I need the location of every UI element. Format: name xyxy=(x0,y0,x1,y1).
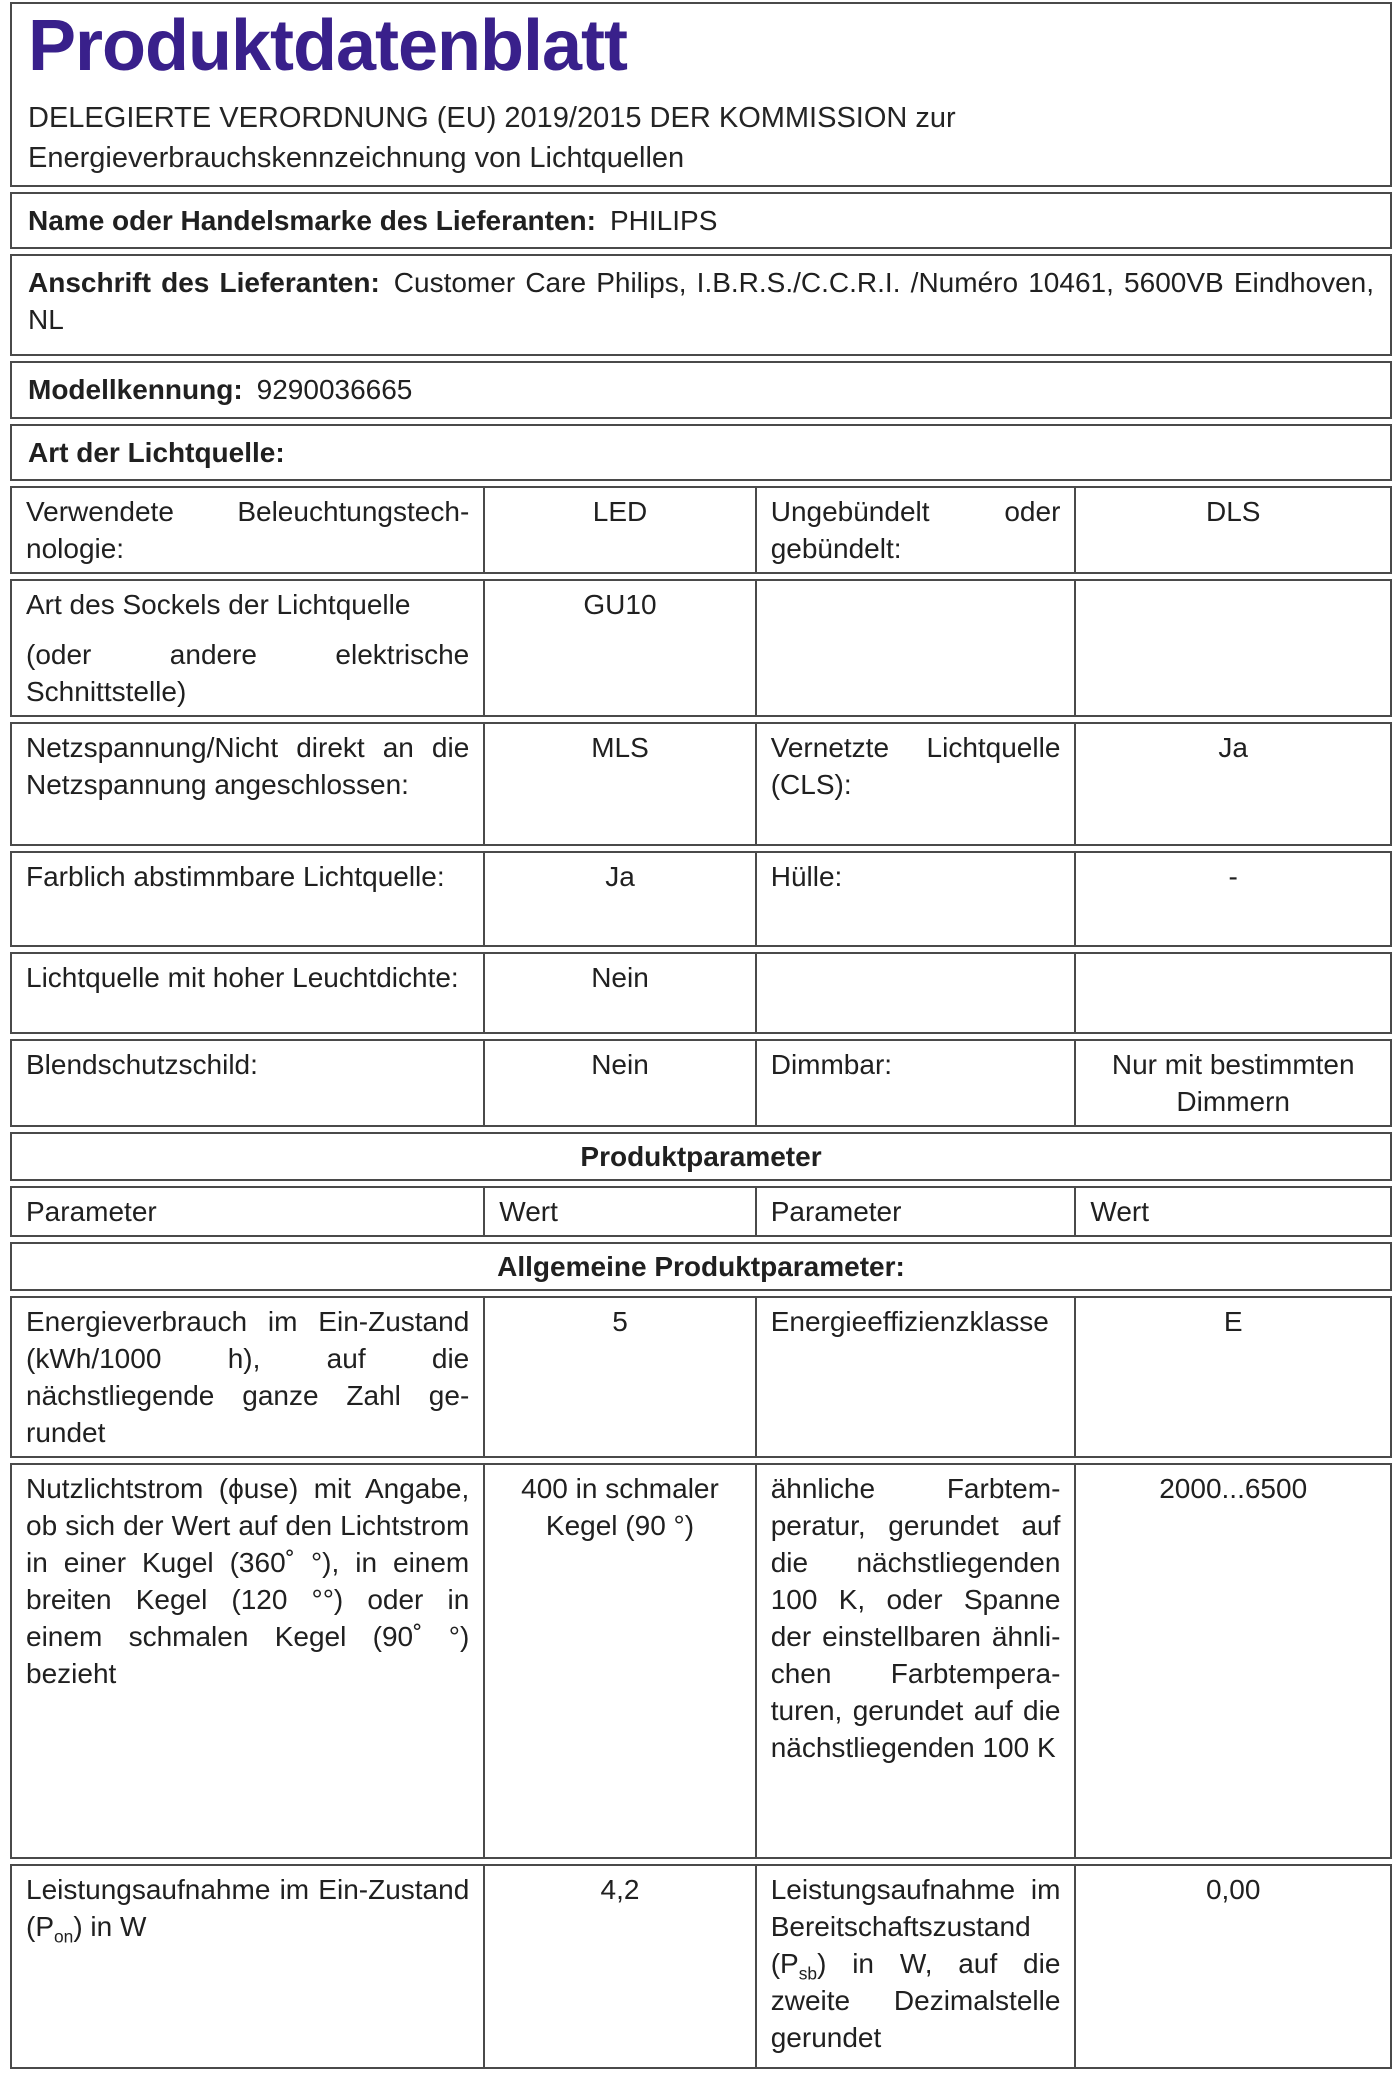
light-source-type-row xyxy=(10,424,1392,481)
param-row-luminous-flux xyxy=(10,1463,1392,1859)
param-value: LED xyxy=(592,496,648,527)
param-value: 4,2 xyxy=(600,1874,640,1905)
param-value-cell xyxy=(1074,853,1390,945)
supplier-name-row xyxy=(10,192,1392,249)
supplier-name-line xyxy=(28,202,1374,239)
model-id-value: 9290036665 xyxy=(256,374,413,405)
param-value-cell xyxy=(483,488,754,572)
param-label-post: ) in W xyxy=(73,1911,147,1942)
param-label: Nutzlichtstrom (ϕuse) mit Angabe, ob sich der Wert auf den Lichtstrom in einer Kugel (360˚ °), in einem breiten Kegel (120 °°) oder in einem schmalen Kegel (90˚ °) bezieht xyxy=(26,1473,470,1689)
param-label-cell xyxy=(755,853,1075,945)
param-label: Lichtquelle mit hoher Leuchtdichte: xyxy=(26,962,459,993)
supplier-address-label: Anschrift des Lieferanten: xyxy=(28,267,380,298)
param-value-cell xyxy=(1074,488,1390,572)
param-value: E xyxy=(1223,1306,1243,1337)
param-value: 400 in schmaler Kegel (90 °) xyxy=(521,1473,719,1541)
param-label-subscript: on xyxy=(54,1926,74,1947)
param-label-post: ) in W, auf die zweite Dezimalstelle gerundet xyxy=(770,1948,1061,2053)
spec-row-colour-tunable xyxy=(10,851,1392,947)
param-value-cell xyxy=(483,1465,754,1857)
param-label-cell xyxy=(755,1465,1075,1857)
param-row-power xyxy=(10,1864,1392,2069)
column-header: Wert xyxy=(499,1196,558,1227)
supplier-address-row xyxy=(10,254,1392,356)
param-label: Energieverbrauch im Ein-Zustand (kWh/1000 h), auf die nächstliegende ganze Zahl gerundet xyxy=(26,1306,470,1448)
spec-row-mains xyxy=(10,722,1392,846)
param-label: Art des Sockels der Lichtquelle xyxy=(26,589,411,620)
param-label-cell xyxy=(755,1041,1075,1125)
param-label-cell xyxy=(755,581,1075,715)
light-source-type-label: Art der Lichtquelle: xyxy=(28,437,285,468)
header-section xyxy=(10,2,1392,187)
regulation-subtitle-line2: Energieverbrauchskennzeichnung von Lichtquellen xyxy=(28,142,685,175)
param-label: Energieeffizienzklasse xyxy=(770,1306,1049,1337)
spec-row-technology xyxy=(10,486,1392,574)
column-header: Parameter xyxy=(26,1196,157,1227)
param-value: 2000...6500 xyxy=(1159,1473,1308,1504)
param-value: MLS xyxy=(591,732,649,763)
model-id-label: Modellkennung: xyxy=(28,374,243,405)
supplier-name-value: PHILIPS xyxy=(609,205,718,236)
param-value-cell xyxy=(1074,1298,1390,1456)
column-header: Parameter xyxy=(770,1196,902,1227)
column-header-cell xyxy=(1074,1188,1390,1235)
param-label: Verwendete Beleuchtungstechnologie: xyxy=(26,496,470,564)
page-title: Produktdatenblatt xyxy=(28,6,628,86)
param-label-cell xyxy=(12,954,483,1032)
param-label-cell xyxy=(755,1866,1075,2067)
supplier-address-value: Customer Care Philips, I.B.R.S./C.C.R.I. /Numéro 10461, 5600VB Eindhoven, NL xyxy=(28,267,1374,335)
param-label-note: (oder andere elektrische Schnittstelle) xyxy=(26,639,470,707)
param-value-cell xyxy=(483,853,754,945)
column-header-cell xyxy=(12,1188,483,1235)
param-value-cell xyxy=(1074,1465,1390,1857)
param-label-cell xyxy=(755,954,1075,1032)
param-value: Nur mit bestimmten Dimmern xyxy=(1111,1049,1355,1117)
column-header-row xyxy=(10,1186,1392,1237)
param-label: Blendschutzschild: xyxy=(26,1049,258,1080)
param-value-cell xyxy=(1074,954,1390,1032)
param-label-subscript: sb xyxy=(798,1963,818,1984)
section-title: Produktparameter xyxy=(580,1141,822,1172)
column-header-cell xyxy=(755,1188,1075,1235)
param-label: Ungebündelt oder gebündelt: xyxy=(770,496,1061,564)
param-value: 5 xyxy=(612,1306,628,1337)
param-label: ähnliche Farbtemperatur, gerundet auf die nächstliegenden 100 K, oder Spanne der einstellbaren ähnlichen Farbtemperaturen, gerundet auf die nächstliegenden 100 K xyxy=(770,1473,1061,1763)
param-value: 0,00 xyxy=(1205,1874,1261,1905)
param-value-cell xyxy=(1074,581,1390,715)
param-value-cell xyxy=(1074,1041,1390,1125)
param-label: Hülle: xyxy=(770,861,843,892)
param-value: - xyxy=(1228,861,1238,892)
param-value: GU10 xyxy=(583,589,657,620)
param-row-energy xyxy=(10,1296,1392,1458)
param-label-cell xyxy=(12,1465,483,1857)
param-label-cell xyxy=(755,1298,1075,1456)
supplier-address-line xyxy=(28,264,1374,338)
light-source-type-line xyxy=(28,434,1374,471)
param-label-cell xyxy=(12,1298,483,1456)
param-label-cell xyxy=(755,724,1075,844)
param-label-pre: Leistungsaufnahme im Bereitschaftszustand (P xyxy=(770,1874,1061,1979)
section-title: Allgemeine Produktparameter: xyxy=(497,1251,905,1282)
param-value: Ja xyxy=(605,861,635,892)
param-value-cell xyxy=(1074,1866,1390,2067)
param-value-cell xyxy=(483,954,754,1032)
param-value-cell xyxy=(483,1298,754,1456)
param-label-cell xyxy=(12,488,483,572)
supplier-name-label: Name oder Handelsmarke des Lieferanten: xyxy=(28,205,596,236)
param-value-cell xyxy=(483,1866,754,2067)
param-value-cell xyxy=(483,581,754,715)
section-header-produktparameter xyxy=(10,1132,1392,1181)
param-label-cell xyxy=(755,488,1075,572)
param-label-pre: Leistungsaufnahme im Ein-Zustand (P xyxy=(26,1874,470,1942)
param-label: Netzspannung/Nicht direkt an die Netzspannung angeschlossen: xyxy=(26,732,470,800)
param-label-cell xyxy=(12,581,483,715)
model-id-row xyxy=(10,361,1392,419)
param-label: Farblich abstimmbare Lichtquelle: xyxy=(26,861,445,892)
product-datasheet xyxy=(10,2,1392,2074)
param-label: Dimmbar: xyxy=(770,1049,893,1080)
spec-row-high-luminance xyxy=(10,952,1392,1034)
param-label-cell xyxy=(12,724,483,844)
param-label-cell xyxy=(12,1041,483,1125)
spec-row-dimmable xyxy=(10,1039,1392,1127)
spec-row-socket xyxy=(10,579,1392,717)
param-value: Nein xyxy=(591,962,649,993)
section-header-allgemeine xyxy=(10,1242,1392,1291)
model-id-line xyxy=(28,371,1374,408)
regulation-subtitle-line1: DELEGIERTE VERORDNUNG (EU) 2019/2015 DER KOMMISSION zur xyxy=(28,102,956,135)
column-header-cell xyxy=(483,1188,754,1235)
param-value-cell xyxy=(483,1041,754,1125)
param-label: Vernetzte Lichtquelle (CLS): xyxy=(770,732,1061,800)
param-label-cell xyxy=(12,1866,483,2067)
param-label-cell xyxy=(12,853,483,945)
param-value-cell xyxy=(1074,724,1390,844)
param-value: Nein xyxy=(591,1049,649,1080)
column-header: Wert xyxy=(1090,1196,1150,1227)
param-value-cell xyxy=(483,724,754,844)
param-value: Ja xyxy=(1218,732,1248,763)
param-value: DLS xyxy=(1205,496,1261,527)
